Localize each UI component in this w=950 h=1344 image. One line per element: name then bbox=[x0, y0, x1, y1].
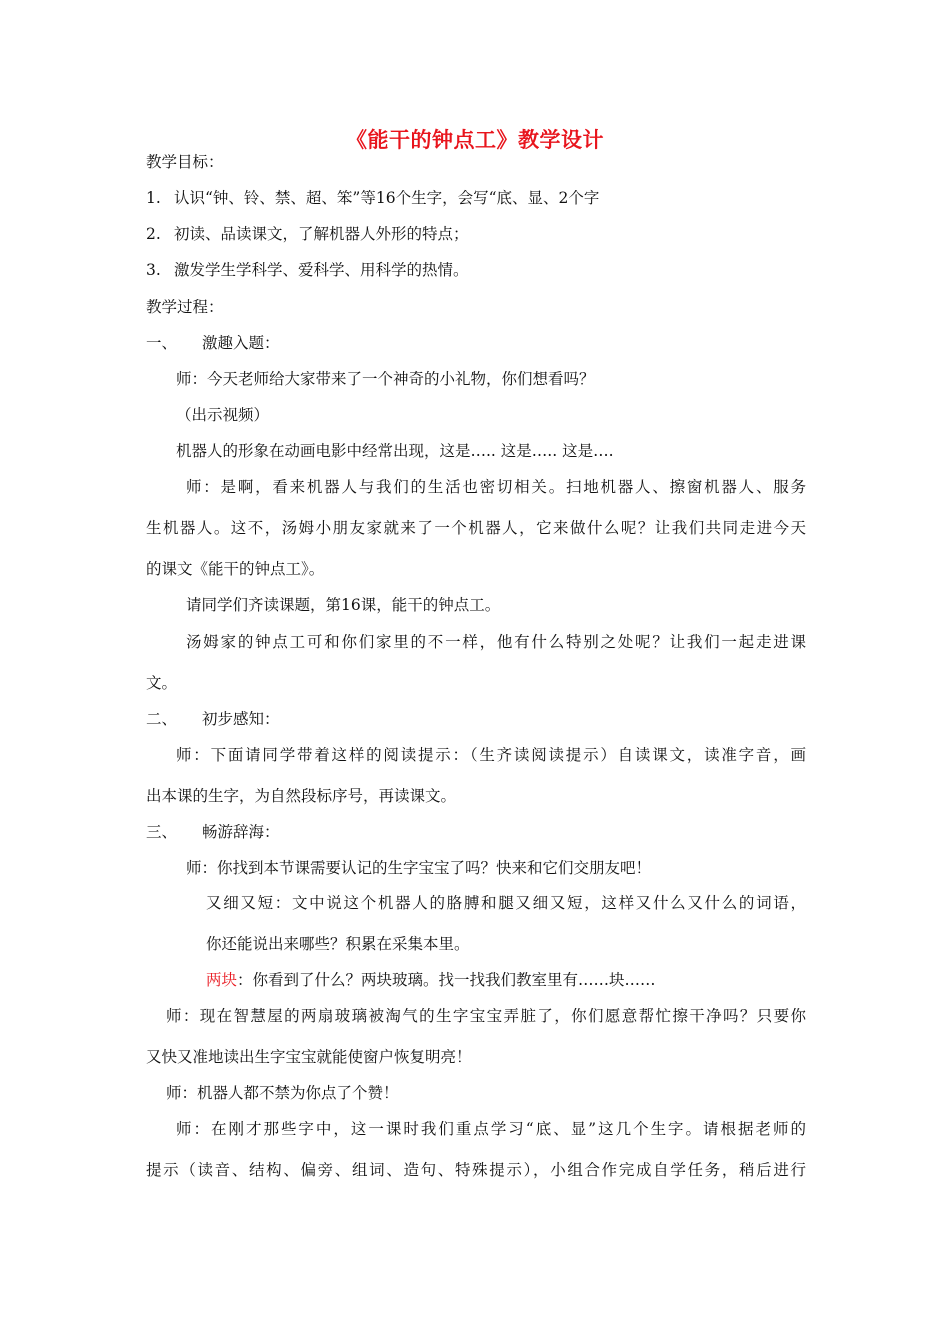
paragraph-line: 提示（读音、结构、偏旁、组词、造句、特殊提示），小组合作完成自学任务，稍后进行 bbox=[146, 1161, 806, 1179]
section-heading bbox=[146, 822, 280, 842]
objective-text: 激发学生学科学、爱科学、用科学的热情。 bbox=[174, 261, 469, 279]
paragraph-text: ：你看到了什么？两块玻璃。找一找我们教室里有……块…… bbox=[237, 971, 656, 989]
paragraph-line: 师：下面请同学带着这样的阅读提示：（生齐读阅读提示）自读课文，读准字音，画 bbox=[176, 746, 806, 764]
paragraph bbox=[206, 970, 656, 990]
paragraph: 请同学们齐读课题，第16课，能干的钟点工。 bbox=[186, 596, 501, 614]
objective-number: 1. bbox=[146, 189, 161, 207]
objective-text: 认识“钟、铃、禁、超、笨”等16个生字，会写“底、显、2个字 bbox=[174, 189, 600, 207]
objectives-heading: 教学目标： bbox=[146, 153, 224, 171]
paragraph-line: 又细又短：文中说这个机器人的胳膊和腿又细又短，这样又什么又什么的词语， bbox=[206, 894, 806, 912]
paragraph-line: 师：在刚才那些字中，这一课时我们重点学习“底、显”这几个生字。请根据老师的 bbox=[176, 1120, 806, 1138]
objective-item bbox=[146, 224, 469, 244]
highlighted-word: 两块 bbox=[206, 971, 238, 989]
paragraph-line: 汤姆家的钟点工可和你们家里的不一样，他有什么特别之处呢？让我们一起走进课 bbox=[186, 633, 806, 651]
objective-number: 3. bbox=[146, 261, 161, 279]
paragraph: （出示视频） bbox=[176, 406, 270, 424]
objective-number: 2. bbox=[146, 225, 161, 243]
document-title: 《能干的钟点工》教学设计 bbox=[346, 128, 604, 152]
section-number: 三、 bbox=[146, 823, 178, 841]
section-title: 激趣入题： bbox=[202, 334, 280, 352]
paragraph-line: 师：是啊，看来机器人与我们的生活也密切相关。扫地机器人、擦窗机器人、服务 bbox=[186, 478, 806, 496]
section-heading bbox=[146, 333, 280, 353]
paragraph-line: 出本课的生字，为自然段标序号，再读课文。 bbox=[146, 787, 457, 805]
paragraph-line: 你还能说出来哪些？积累在采集本里。 bbox=[206, 935, 470, 953]
paragraph: 师：今天老师给大家带来了一个神奇的小礼物，你们想看吗？ bbox=[176, 370, 595, 388]
paragraph: 师：机器人都不禁为你点了个赞！ bbox=[166, 1084, 399, 1102]
objective-item bbox=[146, 188, 599, 208]
objective-item bbox=[146, 260, 469, 280]
process-heading: 教学过程： bbox=[146, 298, 224, 316]
section-number: 二、 bbox=[146, 710, 178, 728]
paragraph-line: 的课文《能干的钟点工》。 bbox=[146, 560, 325, 578]
paragraph: 机器人的形象在动画电影中经常出现，这是….. 这是….. 这是…. bbox=[176, 442, 614, 460]
section-title: 初步感知： bbox=[202, 710, 280, 728]
section-title: 畅游辞海： bbox=[202, 823, 280, 841]
section-heading bbox=[146, 709, 280, 729]
paragraph: 师：你找到本节课需要认记的生字宝宝了吗？快来和它们交朋友吧！ bbox=[186, 859, 652, 877]
paragraph-line: 文。 bbox=[146, 674, 178, 692]
section-number: 一、 bbox=[146, 334, 178, 352]
paragraph-line: 又快又准地读出生字宝宝就能使窗户恢复明亮！ bbox=[146, 1048, 472, 1066]
paragraph-line: 师：现在智慧屋的两扇玻璃被淘气的生字宝宝弄脏了，你们愿意帮忙擦干净吗？只要你 bbox=[166, 1007, 806, 1025]
paragraph-line: 生机器人。这不，汤姆小朋友家就来了一个机器人，它来做什么呢？让我们共同走进今天 bbox=[146, 519, 806, 537]
objective-text: 初读、品读课文，了解机器人外形的特点； bbox=[174, 225, 469, 243]
